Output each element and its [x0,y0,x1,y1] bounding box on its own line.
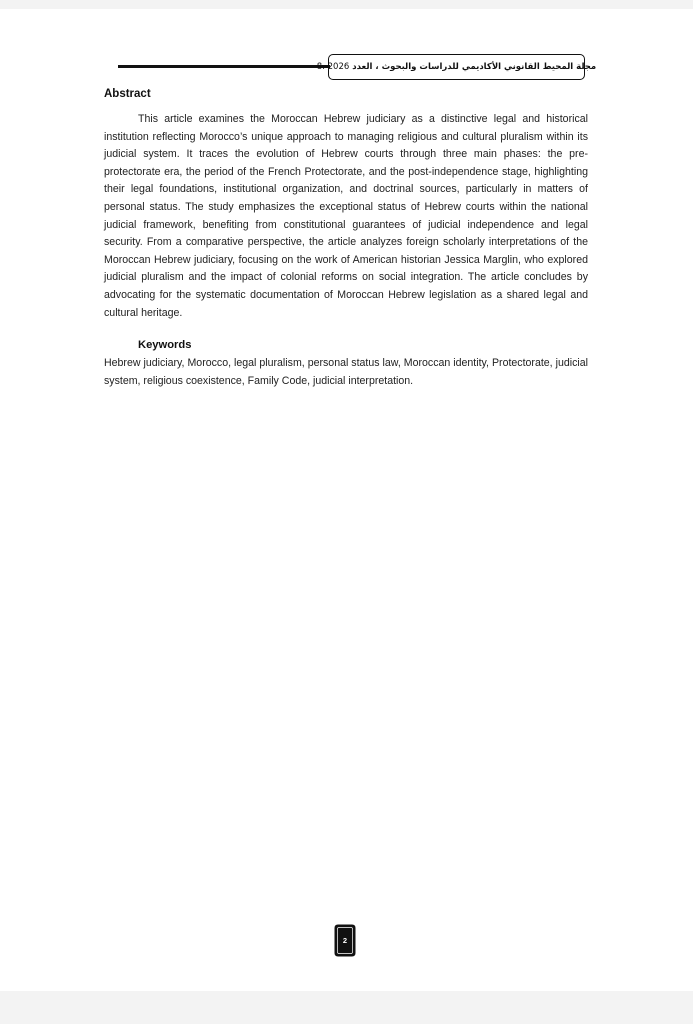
header-rule [118,65,330,68]
keywords-body: Hebrew judiciary, Morocco, legal pluralism, personal status law, Moroccan identity, Protectorate, judicial system, religious coexistence, Family Code, judicial interpretation. [104,357,588,387]
abstract-heading: Abstract [104,88,151,100]
page-number-badge [334,924,356,957]
page-number: 2 [342,936,348,945]
issue-info: 8، 2026 [316,62,350,72]
journal-title: مجلة المحيط القانوني الأكاديمي للدراسات والبحوث ، العدد [352,62,597,72]
keywords-heading: Keywords [138,339,192,351]
abstract-body: This article examines the Moroccan Hebrew judiciary as a distinctive legal and historical institution reflecting Morocco’s unique approach to managing religious and cultural pluralism within its judicial system. It traces the evolution of Hebrew courts through three main phases: the pre-protectorate era, the period of the French Protectorate, and the post-independence stage, highlighting their legal foundations, institutional organization, and doctrinal sources, particularly in matters of personal status. The study emphasizes the exceptional status of Hebrew courts within the national judicial framework, benefiting from constitutional guarantees of judicial independence and legal security. From a comparative perspective, the article analyzes foreign scholarly interpretations of the Moroccan Hebrew judiciary, focusing on the work of American historian Jessica Marglin, who explored judicial pluralism and the impact of colonial reforms on social integration. The article concludes by advocating for the systematic documentation of Moroccan Hebrew legislation as a shared legal and cultural heritage. [104,113,588,319]
journal-header [316,54,597,80]
